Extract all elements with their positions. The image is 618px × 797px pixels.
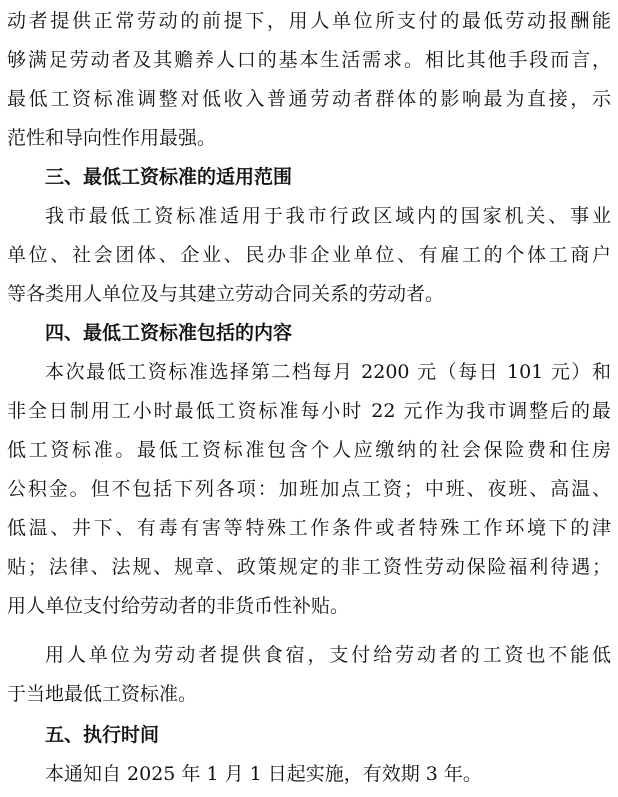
body-line: 公积金。但不包括下列各项：加班加点工资；中班、夜班、高温、: [7, 478, 611, 500]
body-line: 范性和导向性作用最强。: [7, 127, 217, 149]
section-heading: 五、执行时间: [45, 724, 160, 746]
body-line: 最低工资标准调整对低收入普通劳动者群体的影响最为直接，示: [7, 88, 611, 110]
section-heading: 三、最低工资标准的适用范围: [45, 166, 293, 188]
body-line: 贴；法律、法规、规章、政策规定的非工资性劳动保险福利待遇；: [7, 556, 611, 578]
body-line: 动者提供正常劳动的前提下，用人单位所支付的最低劳动报酬能: [7, 10, 611, 32]
section-heading: 四、最低工资标准包括的内容: [45, 322, 293, 344]
body-line: 低温、井下、有毒有害等特殊工作条件或者特殊工作环境下的津: [7, 517, 611, 539]
body-line: 用人单位为劳动者提供食宿，支付给劳动者的工资也不能低: [45, 644, 611, 666]
body-line: 非全日制用工小时最低工资标准每小时 22 元作为我市调整后的最: [7, 400, 611, 422]
body-line: 我市最低工资标准适用于我市行政区域内的国家机关、事业: [45, 205, 611, 227]
body-line: 于当地最低工资标准。: [7, 683, 198, 705]
body-line: 单位、社会团体、企业、民办非企业单位、有雇工的个体工商户: [7, 244, 611, 266]
body-line: 等各类用人单位及与其建立劳动合同关系的劳动者。: [7, 283, 445, 305]
body-line: 低工资标准。最低工资标准包含个人应缴纳的社会保险费和住房: [7, 439, 611, 461]
body-line: 够满足劳动者及其赡养人口的基本生活需求。相比其他手段而言，: [7, 49, 611, 71]
body-line: 本次最低工资标准选择第二档每月 2200 元（每日 101 元）和: [45, 361, 611, 383]
body-line: 用人单位支付给劳动者的非货币性补贴。: [7, 595, 350, 617]
body-line: 本通知自 2025 年 1 月 1 日起实施，有效期 3 年。: [45, 763, 482, 785]
